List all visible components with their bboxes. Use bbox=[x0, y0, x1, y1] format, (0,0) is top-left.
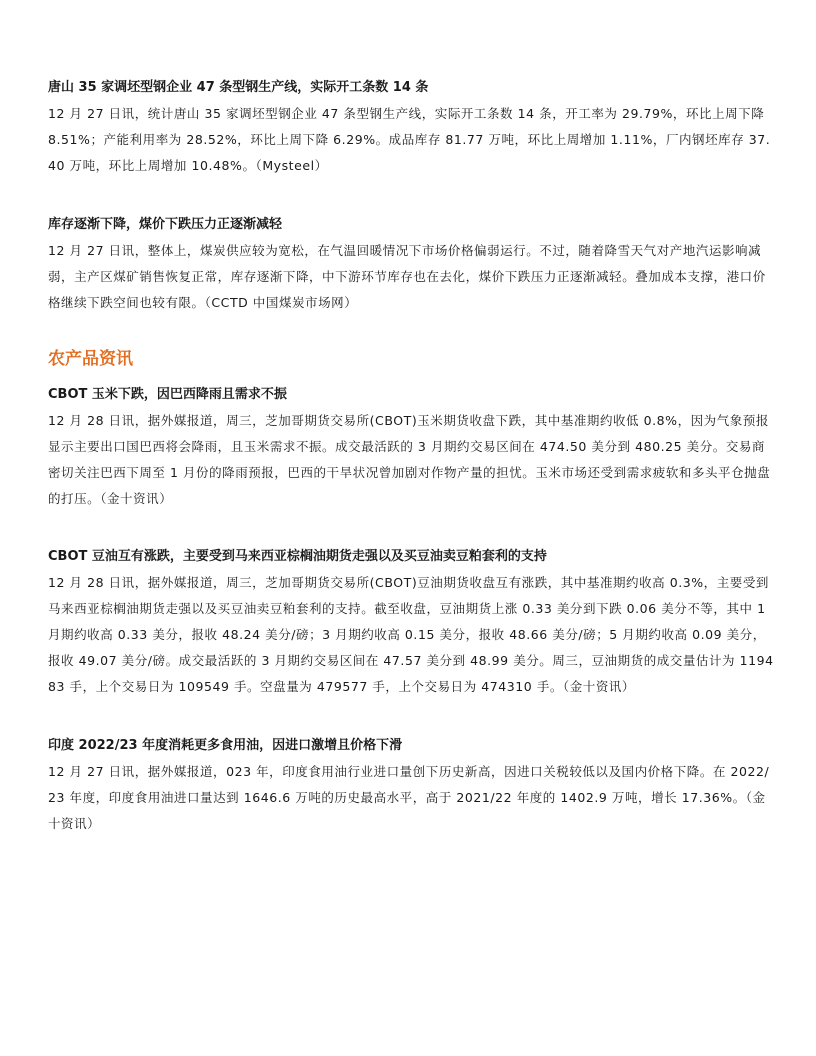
news-headline: CBOT 豆油互有涨跌，主要受到马来西亚棕榈油期货走强以及买豆油卖豆粕套利的支持 bbox=[48, 549, 547, 564]
news-body: 12 月 27 日讯，整体上，煤炭供应较为宽松，在气温回暖情况下市场价格偏弱运行。不过，随着降雪天气对产地汽运影响减弱，主产区煤矿销售恢复正常，库存逐渐下降，中下游环节库存也在去化，煤价下跌压力正逐渐减轻。叠加成本支撑，港口价格继续下跌空间也较有限。（CCTD 中国煤炭市场网） bbox=[48, 243, 766, 310]
news-body: 12 月 28 日讯，据外媒报道，周三，芝加哥期货交易所(CBOT)豆油期货收盘互有涨跌，其中基准期约收高 0.3%，主要受到马来西亚棕榈油期货走强以及买豆油卖豆粕套利的支持。截至收盘，豆油期货上涨 0.33 美分到下跌 0.06 美分不等，其中 1 月期约收高 0.33 美分，报收 48.24 美分/磅；3 月期约收高 0.15 美分，报收 48.66 美分/磅；5 月期约收高 0.09 美分，报收 49.07 美分/磅。成交最活跃的 3 月期约交易区间在 47.57 美分到 48.99 美分。周三，豆油期货的成交量估计为 119483 手，上个交易日为 109549 手。空盘量为 479577 手，上个交易日为 474310 手。（金十资讯） bbox=[48, 575, 774, 694]
news-body: 12 月 28 日讯，据外媒报道，周三，芝加哥期货交易所(CBOT)玉米期货收盘下跌，其中基准期约收低 0.8%，因为气象预报显示主要出口国巴西将会降雨，且玉米需求不振。成交最活跃的 3 月期约交易区间在 474.50 美分到 480.25 美分。交易商密切关注巴西下周至 1 月份的降雨预报，巴西的干旱状况曾加剧对作物产量的担忧。玉米市场还受到需求疲软和多头平仓抛盘的打压。（金十资讯） bbox=[48, 413, 771, 506]
news-headline: CBOT 玉米下跌，因巴西降雨且需求不振 bbox=[48, 387, 287, 402]
news-item-cbot-soyoil bbox=[48, 548, 776, 700]
news-item-coal-inventory bbox=[48, 216, 776, 316]
news-body: 12 月 27 日讯，据外媒报道，023 年，印度食用油行业进口量创下历史新高，因进口关税较低以及国内价格下降。在 2022/23 年度，印度食用油进口量达到 1646.6 万吨的历史最高水平，高于 2021/22 年度的 1402.9 万吨，增长 17.36%。（金十资讯） bbox=[48, 764, 770, 831]
news-headline: 库存逐渐下降，煤价下跌压力正逐渐减轻 bbox=[48, 217, 283, 232]
news-item-india-edible-oil bbox=[48, 737, 776, 837]
news-body: 12 月 27 日讯，统计唐山 35 家调坯型钢企业 47 条型钢生产线，实际开工条数 14 条，开工率为 29.79%，环比上周下降 8.51%；产能利用率为 28.52%，环比上周下降 6.29%。成品库存 81.77 万吨，环比上周增加 1.11%，厂内钢坯库存 37.40 万吨，环比上周增加 10.48%。（Mysteel） bbox=[48, 106, 771, 173]
section-title-agri: 农产品资讯 bbox=[48, 349, 133, 369]
news-item-tangshan-steel bbox=[48, 79, 776, 179]
news-headline: 印度 2022/23 年度消耗更多食用油，因进口激增且价格下滑 bbox=[48, 738, 403, 753]
news-item-cbot-corn bbox=[48, 386, 776, 512]
news-headline: 唐山 35 家调坯型钢企业 47 条型钢生产线，实际开工条数 14 条 bbox=[48, 80, 429, 95]
